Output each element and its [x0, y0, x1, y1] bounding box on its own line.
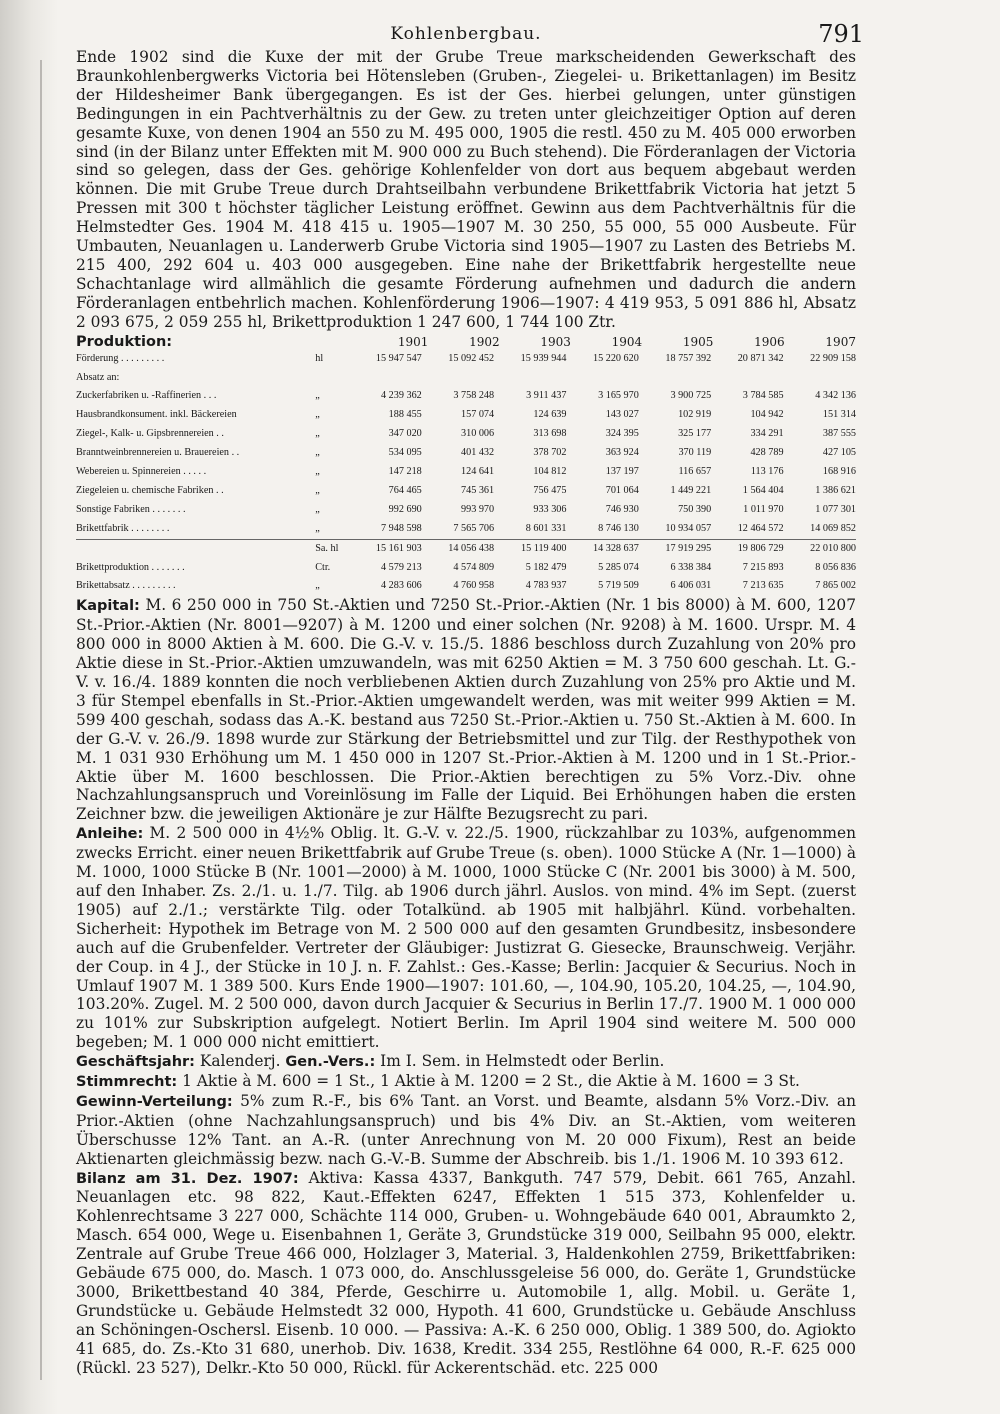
stimmrecht-section: [76, 1072, 856, 1092]
cell-value: 6 338 384: [670, 561, 712, 573]
cell-value: 188 455: [388, 409, 422, 421]
cell-value: 745 361: [461, 484, 495, 496]
cell-value: 7 565 706: [453, 522, 495, 534]
cell-value: 1 564 404: [742, 484, 784, 496]
genvers-text: Im I. Sem. in Helmstedt oder Berlin.: [375, 1052, 665, 1071]
cell-value: 20 871 342: [737, 352, 784, 364]
cell-value: 746 930: [605, 503, 639, 515]
cell-value: 12 464 572: [737, 522, 784, 534]
cell-value: 14 056 438: [422, 539, 494, 558]
cell-value: 19 806 729: [711, 539, 783, 558]
cell-value: 334 291: [750, 428, 784, 440]
year-header: 1902: [469, 334, 500, 349]
production-row: [76, 406, 856, 425]
year-header: 1905: [682, 334, 714, 349]
cell-value: [711, 369, 783, 388]
cell-value: 933 306: [533, 503, 567, 515]
page-gutter-shadow: [0, 0, 58, 1414]
cell-value: 534 095: [388, 447, 422, 459]
row-unit: hl: [315, 352, 324, 364]
cell-value: [422, 369, 494, 388]
cell-value: 4 579 213: [381, 561, 422, 573]
cell-value: 1 077 301: [815, 503, 856, 515]
stimmrecht-label: Stimmrecht:: [76, 1074, 178, 1091]
cell-value: 3 165 970: [598, 390, 639, 402]
cell-value: 116 657: [678, 466, 712, 478]
production-row: [76, 463, 856, 482]
cell-value: 4 239 362: [381, 390, 422, 402]
cell-value: [784, 369, 856, 388]
bilanz-text: Aktiva: Kassa 4337, Bankguth. 747 579, Debit. 661 765, Anzahl. Neuanlagen etc. 98 822, Kaut.-Effekten 6247, Effekten 1 515 373, Kohlenfelder u. Kohlenrechtsame 3 227 000, Schächte 114 000, Gruben- u. Wohngebäude 640 001, Abraumkto 2, Masch. 654 000, Wege u. Eisenbahnen 1, Geräte 3, Grundstücke 319 000, Seilbahn 95 000, elektr. Zentrale auf Grube Treue 466 000, Holzlager 3, Material. 3, Haldenkohlen 2759, Brikettfabriken: Gebäude 675 000, do. Masch. 1 073 000, do. Anschlussgeleise 56 000, do. Geräte 1, Grundstücke 3000, Brikettbestand 40 384, Pferde, Geschirre u. Automobile 1, allg. Mobil. u. Geräte 1, Grundstücke u. Gebäude Helmstedt 32 000, Hypoth. 41 600, Grundstücke u. Gebäude Anschluss an Schöningen-Oschersl. Eisenb. 10 000. — Passiva: A.-K. 6 250 000, Oblig. 1 389 500, do. Agiokto 41 685, do. Zs.-Kto 31 680, unerhob. Div. 1638, Kredit. 334 255, Restlöhne 64 000, R.-F. 625 000 (Rückl. 23 527), Delkr.-Kto 50 000, Rückl. für Ackerentschäd. etc. 225 000: [76, 1168, 856, 1377]
cell-value: [494, 369, 566, 388]
cell-value: 7 215 893: [742, 561, 784, 573]
row-unit: Ctr.: [315, 561, 331, 573]
cell-value: 363 924: [605, 447, 639, 459]
row-unit: „: [315, 503, 320, 515]
cell-value: 310 006: [461, 428, 495, 440]
bilanz-section: [76, 1169, 856, 1378]
cell-value: 370 119: [678, 447, 712, 459]
row-label: Ziegeleien u. chemische Fabriken . .: [76, 484, 224, 496]
production-row: [76, 520, 856, 539]
body-text: [76, 48, 856, 1378]
kapital-section: [76, 596, 856, 824]
cell-value: 5 719 509: [598, 580, 639, 592]
cell-value: 4 574 809: [453, 561, 495, 573]
cell-value: 113 176: [750, 466, 784, 478]
cell-value: 1 449 221: [670, 484, 712, 496]
production-header: [76, 333, 856, 350]
cell-value: 143 027: [605, 409, 639, 421]
cell-value: 3 758 248: [453, 390, 495, 402]
production-row: [76, 577, 856, 596]
row-unit: [315, 369, 349, 388]
cell-value: 993 970: [461, 503, 495, 515]
gewinn-text: 5% zum R.-F., bis 6% Tant. an Vorst. und Beamte, alsdann 5% Vorz.-Div. an Prior.-Aktien (ohne Nachzahlungsanspruch) und bis 4% Div. an St.-Aktien, vom weiteren Überschusse 12% Tant. an A.-R. (unter Anrechnung von M. 20 000 Fixum), Rest an beide Aktienarten gleichmässig bezw. nach G.-V.-B. Summe der Abschreib. bis 1./1. 1906 M. 10 393 612.: [76, 1091, 856, 1168]
cell-value: 157 074: [461, 409, 495, 421]
cell-value: 4 783 937: [525, 580, 567, 592]
cell-value: 7 865 002: [815, 580, 856, 592]
year-header: 1904: [611, 334, 643, 349]
gewinn-section: [76, 1092, 856, 1169]
production-row: [76, 387, 856, 406]
geschaeftsjahr-section: [76, 1052, 856, 1072]
cell-value: 124 641: [461, 466, 495, 478]
cell-value: [349, 369, 421, 388]
page-header: [76, 14, 864, 48]
cell-value: 313 698: [533, 428, 567, 440]
production-row: [76, 369, 856, 388]
production-table: [76, 350, 856, 597]
cell-value: 5 182 479: [525, 561, 567, 573]
cell-value: 124 639: [533, 409, 567, 421]
kapital-label: Kapital:: [76, 598, 140, 615]
anleihe-section: [76, 824, 856, 1052]
row-label: Brikettabsatz . . . . . . . . .: [76, 580, 176, 592]
cell-value: 992 690: [388, 503, 422, 515]
cell-value: 22 909 158: [810, 352, 856, 364]
row-label: Ziegel-, Kalk- u. Gipsbrennereien . .: [76, 428, 224, 440]
row-label: Sonstige Fabriken . . . . . . .: [76, 503, 186, 515]
stimmrecht-text: 1 Aktie à M. 600 = 1 St., 1 Aktie à M. 1200 = 2 St., die Aktie à M. 1600 = 3 St.: [177, 1072, 800, 1091]
row-unit: „: [315, 580, 320, 592]
cell-value: 15 119 400: [494, 539, 566, 558]
cell-value: 15 092 452: [448, 352, 495, 364]
row-label: Brikettproduktion . . . . . . .: [76, 561, 185, 573]
cell-value: 137 197: [605, 466, 639, 478]
year-header: 1906: [754, 334, 785, 349]
cell-value: 15 939 944: [520, 352, 567, 364]
cell-value: 104 812: [533, 466, 567, 478]
cell-value: 8 746 130: [598, 522, 639, 534]
cell-value: 15 220 620: [592, 352, 639, 364]
cell-value: 428 789: [750, 447, 784, 459]
cell-value: 4 342 136: [815, 390, 856, 402]
cell-value: 325 177: [678, 428, 712, 440]
cell-value: [639, 369, 711, 388]
row-label: Webereien u. Spinnereien . . . . .: [76, 466, 207, 478]
cell-value: 15 161 903: [349, 539, 421, 558]
cell-value: 7 213 635: [742, 580, 784, 592]
row-label: Hausbrandkonsument. inkl. Bäckereien: [76, 409, 237, 421]
cell-value: 7 948 598: [381, 522, 422, 534]
binding-edge: [40, 60, 42, 1380]
row-label: Förderung . . . . . . . . .: [76, 352, 165, 364]
row-unit: „: [315, 484, 320, 496]
cell-value: 102 919: [678, 409, 712, 421]
cell-value: 764 465: [388, 484, 422, 496]
cell-value: 3 911 437: [526, 390, 567, 402]
cell-value: 701 064: [605, 484, 639, 496]
cell-value: 147 218: [388, 466, 422, 478]
cell-value: 427 105: [822, 447, 856, 459]
cell-value: 347 020: [388, 428, 422, 440]
row-unit: „: [315, 466, 320, 478]
gewinn-label: Gewinn-Verteilung:: [76, 1093, 233, 1110]
cell-value: 15 947 547: [375, 352, 422, 364]
page-number: 791: [818, 20, 864, 48]
cell-value: 22 010 800: [784, 539, 856, 558]
production-row: [76, 559, 856, 578]
cell-value: 6 406 031: [670, 580, 712, 592]
row-label: Branntweinbrennereien u. Brauereien . .: [76, 447, 240, 459]
geschaeftsjahr-label: Geschäftsjahr:: [76, 1054, 195, 1071]
cell-value: 387 555: [822, 428, 856, 440]
bilanz-label: Bilanz am 31. Dez. 1907:: [76, 1170, 299, 1187]
cell-value: 1 386 621: [815, 484, 856, 496]
cell-value: 18 757 392: [665, 352, 712, 364]
year-header: 1907: [825, 334, 856, 349]
row-unit: „: [315, 447, 320, 459]
kapital-text: M. 6 250 000 in 750 St.-Aktien und 7250 St.-Prior.-Aktien (Nr. 1 bis 8000) à M. 600, 1207 St.-Prior.-Aktien (Nr. 8001—9207) à M. 1200 und einer solchen (Nr. 9208) à M. 1600. Urspr. M. 4 800 000 in 8000 Aktien à M. 600. Die G.-V. v. 15./5. 1886 beschloss durch Zuzahlung von 20% pro Aktie diese in St.-Prior.-Aktien umzuwandeln, was mit 6250 Aktien = M. 3 750 600 geschah. Lt. G.-V. v. 16./4. 1889 konnten die noch verbliebenen Aktien durch Zuzahlung von 25% pro Aktie und M. 3 für Stempel ebenfalls in St.-Prior.-Aktien umgewandelt werden, was mit weiter 999 Aktien = M. 599 400 geschah, sodass das A.-K. bestand aus 7250 St.-Prior.-Aktien u. 750 St.-Aktien à M. 600. In der G.-V. v. 26./9. 1898 wurde zur Stärkung der Betriebsmittel und zur Tilg. der Resthypothek von M. 1 031 930 Erhöhung um M. 1 450 000 in 1207 St.-Prior.-Aktien à M. 1200 und in 1 St.-Prior.-Aktie über M. 1600 beschlossen. Die Prior.-Aktien berechtigen zu 5% Vorz.-Div. ohne Nachzahlungsanspruch und Voreinlösung im Falle der Liquid. Bei Erhöhungen haben die ersten Zeichner bzw. die jeweiligen Aktionäre je zur Hälfte Bezugsrecht zu pari.: [76, 596, 856, 824]
cell-value: 8 601 331: [525, 522, 567, 534]
intro-paragraph: Ende 1902 sind die Kuxe der mit der Grube Treue markscheidenden Gewerkschaft des Braunkohlenbergwerks Victoria bei Hötensleben (Gruben-, Ziegelei- u. Brikettanlagen) im Besitz der Hildesheimer Bank übergegangen. Es ist der Ges. hierbei gelungen, unter günstigen Bedingungen in ein Pachtverhältnis zu der Gew. zu treten unter gleichzeitiger Option auf deren gesamte Kuxe, von denen 1904 an 550 zu M. 495 000, 1905 die restl. 450 zu M. 405 000 erworben sind (in der Bilanz unter Effekten mit M. 900 000 zu Buch stehend). Die Förderanlagen der Victoria sind so gelegen, dass der Ges. gehörige Kohlenfelder von dort aus bequem abgebaut werden können. Die mit Grube Treue durch Drahtseilbahn verbundene Brikettfabrik Victoria hat jetzt 5 Pressen mit 300 t höchster täglicher Leistung eröffnet. Gewinn aus dem Pachtverhältnis für die Helmstedter Ges. 1904 M. 418 415 u. 1905—1907 M. 30 250, 55 000, 55 000 Ausbeute. Für Umbauten, Neuanlagen u. Landerwerb Grube Victoria sind 1905—1907 zu Lasten des Betriebs M. 215 400, 292 604 u. 403 000 ausgegeben. Eine nahe der Brikettfabrik hergestellte neue Schachtanlage wird allmählich die gesamte Förderung aufnehmen und dadurch die andern Förderanlagen entbehrlich machen. Kohlenförderung 1906—1907: 4 419 953, 5 091 886 hl, Absatz 2 093 675, 2 059 255 hl, Brikettproduktion 1 247 600, 1 744 100 Ztr.: [76, 48, 856, 331]
cell-value: 4 760 958: [453, 580, 495, 592]
production-row: [76, 444, 856, 463]
genvers-label: Gen.-Vers.:: [285, 1054, 376, 1071]
production-row: [76, 501, 856, 520]
anleihe-label: Anleihe:: [76, 826, 144, 843]
cell-value: 8 056 836: [815, 561, 856, 573]
cell-value: 10 934 057: [665, 522, 712, 534]
cell-value: [566, 369, 638, 388]
row-unit: „: [315, 428, 320, 440]
document-page: [76, 14, 864, 1378]
cell-value: 5 285 074: [598, 561, 639, 573]
year-header: 1901: [397, 334, 429, 349]
row-unit: „: [315, 409, 320, 421]
cell-value: 378 702: [533, 447, 567, 459]
cell-value: 168 916: [822, 466, 856, 478]
row-label: Brikettfabrik . . . . . . . .: [76, 522, 170, 534]
geschaeftsjahr-text: Kalenderj.: [194, 1052, 286, 1071]
production-label: Produktion:: [76, 333, 173, 350]
production-row: [76, 482, 856, 501]
cell-value: 14 328 637: [566, 539, 638, 558]
row-label: Zuckerfabriken u. -Raffinerien . . .: [76, 390, 217, 402]
cell-value: 17 919 295: [639, 539, 711, 558]
row-unit: „: [315, 522, 320, 534]
anleihe-text: M. 2 500 000 in 4½% Oblig. lt. G.-V. v. 22./5. 1900, rückzahlbar zu 103%, aufgenommen zwecks Erricht. einer neuen Brikettfabrik auf Grube Treue (s. oben). 1000 Stücke A (Nr. 1—1000) à M. 1000, 1000 Stücke B (Nr. 1001—2000) à M. 1000, 1000 Stücke C (Nr. 2001 bis 3000) à M. 500, auf den Inhaber. Zs. 2./1. u. 1./7. Tilg. ab 1906 durch jährl. Auslos. von mind. 4% im Sept. (zuerst 1905) auf 2./1.; verstärkte Tilg. oder Totalkünd. ab 1905 mit halbjährl. Künd. vorbehalten. Sicherheit: Hypothek im Betrage von M. 2 500 000 auf den gesamten Grundbesitz, insbesondere auch auf die Grubenfelder. Vertreter der Gläubiger: Justizrat G. Giesecke, Braunschweig. Verjähr. der Coup. in 4 J., der Stücke in 10 J. n. F. Zahlst.: Ges.-Kasse; Berlin: Jacquier & Securius. Noch in Umlauf 1907 M. 1 389 500. Kurs Ende 1900—1907: 101.60, —, 104.90, 105.20, 104.25, —, 104.90, 103.20%. Zugel. M. 2 500 000, davon durch Jacquier & Securius in Berlin 17./7. 1900 M. 1 000 000 zu 101% zur Subskription aufgelegt. Notiert Berlin. Im April 1904 sind weitere M. 500 000 begeben; M. 1 000 000 nicht emittiert.: [76, 824, 856, 1052]
year-header: 1903: [540, 334, 571, 349]
cell-value: 14 069 852: [810, 522, 856, 534]
row-label: Absatz an:: [76, 371, 120, 383]
row-unit: „: [315, 390, 320, 402]
row-unit: Sa. hl: [315, 539, 349, 558]
cell-value: 3 784 585: [742, 390, 784, 402]
row-label: [76, 539, 315, 558]
cell-value: 324 395: [605, 428, 639, 440]
cell-value: 1 011 970: [743, 503, 784, 515]
cell-value: 104 942: [750, 409, 784, 421]
cell-value: 3 900 725: [670, 390, 712, 402]
production-row: [76, 425, 856, 444]
cell-value: 756 475: [533, 484, 567, 496]
cell-value: 750 390: [678, 503, 712, 515]
cell-value: 4 283 606: [381, 580, 422, 592]
cell-value: 401 432: [461, 447, 495, 459]
production-row: [76, 539, 856, 558]
running-title: Kohlenbergbau.: [390, 24, 542, 44]
cell-value: 151 314: [822, 409, 856, 421]
production-row: [76, 350, 856, 369]
